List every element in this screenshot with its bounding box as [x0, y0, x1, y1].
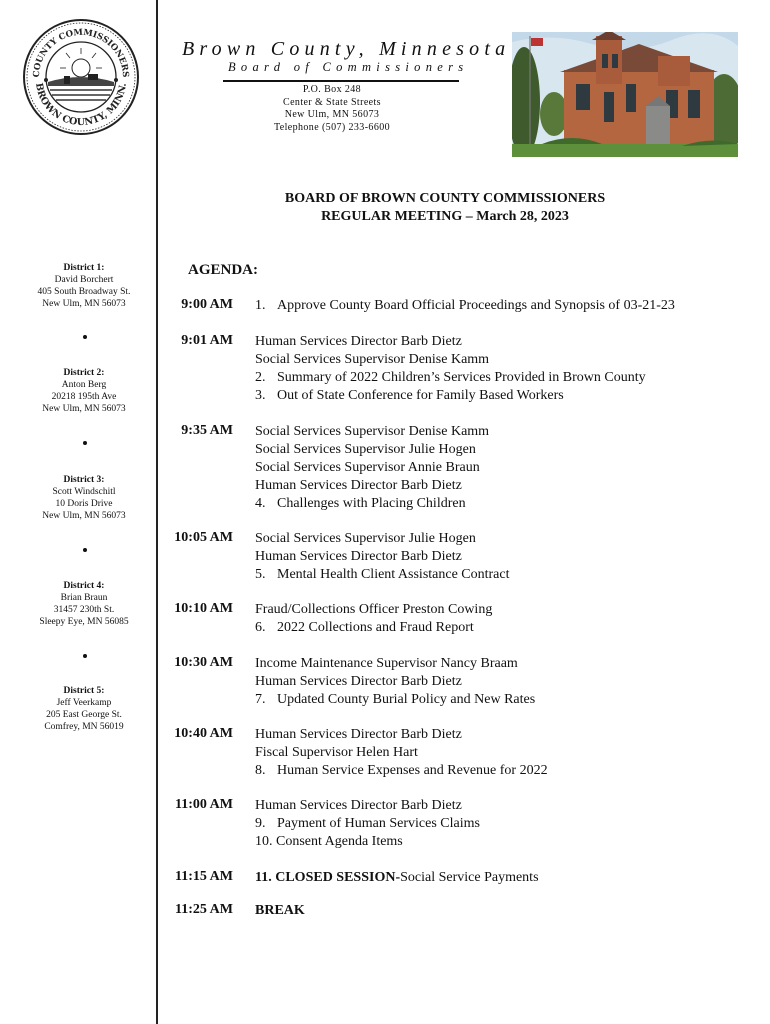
commissioner-address: 10 Doris Drive: [55, 499, 113, 509]
district-1: [14, 262, 154, 310]
presenter: Social Services Supervisor Denise Kamm: [255, 424, 490, 439]
address-line: Center & State Streets: [283, 96, 381, 108]
agenda-time: 10:05 AM: [174, 530, 233, 545]
closed-session-label: 11. CLOSED SESSION-: [255, 870, 401, 885]
commissioner-name: Brian Braun: [60, 593, 108, 603]
agenda-item: [255, 369, 745, 387]
mailing-address: [262, 84, 402, 134]
svg-text:COUNTY COMMISSIONERS: COUNTY COMMISSIONERS: [31, 27, 131, 78]
commissioner-city: Sleepy Eye, MN 56085: [39, 617, 129, 627]
item-number: 3.: [255, 388, 266, 403]
agenda-block: [255, 655, 745, 709]
presenter: Human Services Director Barb Dietz: [255, 334, 462, 349]
agenda-time: 10:40 AM: [174, 726, 233, 741]
agenda-item: [255, 762, 745, 780]
presenter: Human Services Director Barb Dietz: [255, 674, 462, 689]
separator-dot: [83, 335, 87, 339]
svg-text:BROWN COUNTY, MINN.: BROWN COUNTY, MINN.: [33, 82, 129, 129]
agenda-time: 9:35 AM: [181, 423, 233, 438]
agenda-item: [255, 297, 745, 315]
commissioner-address: 405 South Broadway St.: [37, 287, 131, 297]
header-rule: [223, 80, 459, 82]
agenda-heading: AGENDA:: [188, 262, 258, 278]
separator-dot: [83, 548, 87, 552]
agenda-item: [255, 619, 745, 637]
item-number: 8.: [255, 763, 266, 778]
district-label: District 5:: [63, 686, 105, 696]
item-number: 4.: [255, 496, 266, 511]
item-text: Out of State Conference for Family Based Workers: [277, 388, 564, 403]
county-seal-logo: [22, 18, 140, 136]
commissioner-name: Jeff Veerkamp: [56, 698, 112, 708]
presenter: Human Services Director Barb Dietz: [255, 549, 462, 564]
agenda-block: [255, 869, 745, 887]
agenda-time: 11:25 AM: [175, 902, 233, 917]
county-title: Brown County, Minnesota: [182, 38, 511, 60]
district-label: District 4:: [63, 581, 105, 591]
agenda-item: [255, 815, 745, 833]
separator-dot: [83, 654, 87, 658]
agenda-block: [255, 902, 745, 920]
meeting-title: [200, 190, 690, 226]
item-text: Updated County Burial Policy and New Rates: [277, 692, 536, 707]
address-line: Telephone (507) 233-6600: [273, 121, 391, 133]
commissioner-address: 20218 195th Ave: [51, 392, 117, 402]
board-subtitle: Board of Commissioners: [228, 60, 469, 74]
address-line: New Ulm, MN 56073: [284, 109, 380, 120]
agenda-item: [255, 566, 745, 584]
agenda-item: [255, 495, 745, 513]
agenda-time: 10:10 AM: [174, 601, 233, 616]
item-text: Summary of 2022 Children’s Services Provided in Brown County: [277, 370, 646, 385]
district-3: [14, 474, 154, 522]
district-label: District 1:: [63, 263, 105, 273]
meeting-date-line: REGULAR MEETING – March 28, 2023: [321, 209, 569, 224]
item-text: Payment of Human Services Claims: [277, 816, 480, 831]
agenda-block: [255, 601, 745, 637]
presenter: Fiscal Supervisor Helen Hart: [255, 745, 418, 760]
agenda-item: 10. Consent Agenda Items: [255, 834, 403, 849]
sidebar-divider: [156, 0, 158, 1024]
presenter: Human Services Director Barb Dietz: [255, 727, 462, 742]
agenda-time: 10:30 AM: [174, 655, 233, 670]
item-text: Human Service Expenses and Revenue for 2022: [277, 763, 548, 778]
commissioner-address: 31457 230th St.: [53, 605, 115, 615]
courthouse-photo: [512, 32, 738, 157]
presenter: Social Services Supervisor Julie Hogen: [255, 442, 476, 457]
commissioner-address: 205 East George St.: [46, 710, 122, 720]
agenda-item: [255, 869, 745, 887]
break-label: BREAK: [255, 903, 305, 918]
commissioner-name: Anton Berg: [61, 380, 107, 390]
agenda-time: 11:15 AM: [175, 869, 233, 884]
item-number: 5.: [255, 567, 266, 582]
item-number: 7.: [255, 692, 266, 707]
district-4: [14, 580, 154, 628]
district-2: [14, 367, 154, 415]
item-number: 1.: [255, 298, 266, 313]
address-line: P.O. Box 248: [302, 84, 362, 95]
commissioner-city: Comfrey, MN 56019: [44, 722, 124, 732]
meeting-board-name: BOARD OF BROWN COUNTY COMMISSIONERS: [284, 191, 606, 206]
agenda-block: [255, 297, 745, 315]
district-label: District 3:: [63, 475, 105, 485]
separator-dot: [83, 441, 87, 445]
district-label: District 2:: [63, 368, 105, 378]
presenter: Income Maintenance Supervisor Nancy Braam: [255, 656, 518, 671]
agenda-time: 11:00 AM: [175, 797, 233, 812]
commissioner-name: David Borchert: [54, 275, 114, 285]
commissioner-city: New Ulm, MN 56073: [42, 299, 126, 309]
item-text: Challenges with Placing Children: [277, 496, 466, 511]
agenda-item: [255, 691, 745, 709]
agenda-block: [255, 530, 745, 584]
agenda-block: [255, 726, 745, 780]
commissioner-city: New Ulm, MN 56073: [42, 404, 126, 414]
agenda-block: [255, 423, 745, 513]
presenter: Human Services Director Barb Dietz: [255, 478, 462, 493]
agenda-time: 9:00 AM: [181, 297, 233, 312]
item-number: 6.: [255, 620, 266, 635]
item-text: 2022 Collections and Fraud Report: [277, 620, 474, 635]
presenter: Social Services Supervisor Julie Hogen: [255, 531, 476, 546]
item-text: Mental Health Client Assistance Contract: [277, 567, 510, 582]
presenter: Fraud/Collections Officer Preston Cowing: [255, 602, 493, 617]
presenter: Social Services Supervisor Annie Braun: [255, 460, 480, 475]
commissioner-city: New Ulm, MN 56073: [42, 511, 126, 521]
item-number: 9.: [255, 816, 266, 831]
district-5: [14, 685, 154, 733]
item-text: Social Service Payments: [400, 870, 539, 885]
presenter: Human Services Director Barb Dietz: [255, 798, 462, 813]
agenda-block: [255, 333, 745, 405]
presenter: Social Services Supervisor Denise Kamm: [255, 352, 490, 367]
commissioner-name: Scott Windschitl: [52, 487, 116, 497]
item-text: Approve County Board Official Proceedings and Synopsis of 03-21-23: [277, 298, 675, 313]
agenda-time: 9:01 AM: [181, 333, 233, 348]
agenda-block: [255, 797, 745, 851]
item-number: 2.: [255, 370, 266, 385]
agenda-item: [255, 387, 745, 405]
